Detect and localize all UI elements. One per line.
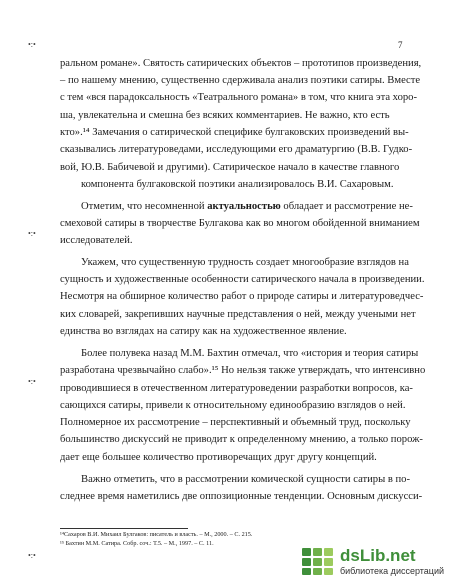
logo-tile [302,548,311,556]
text-line-actuality: Отметим, что несомненной актуальностью обладает и рассмотрение не- [81,201,413,212]
text-line: вой, Ю.В. Бабичевой и другими). Сатирическое начало в качестве главного [60,162,400,173]
text-line: ша, увлекательна и смешна без всяких комментариев. Не важно, кто есть [60,110,390,121]
text-line: сающихся сатиры, привели к относительному единообразию взглядов о ней. [60,400,406,411]
text-line: компонента булгаковской поэтики анализировалось В.И. Сахаровым. [81,179,394,190]
logo-tile [313,558,322,566]
watermark-name: dsLib.net [340,546,416,565]
logo-tile [313,568,322,575]
text-line: сказывались литературоведами, исследующими его драматургию (В.В. Гудко- [60,144,413,155]
text-line: ральном романе». Святость сатирических объектов – прототипов произведения, [60,58,422,69]
logo-tile [302,558,311,566]
text-line: следнее время наметились две оппозиционные тенденции. Основным дискусси- [60,491,423,502]
dslib-logo-icon [300,546,334,576]
text-line: Более полувека назад М.М. Бахтин отмечал, что «история и теория сатиры [81,348,419,359]
text-line: исследователей. [60,235,133,246]
footnote: ¹⁴Сахаров В.И. Михаил Булгаков: писатель и власть. – М., 2000. – С. 215. [60,531,253,538]
text-line: большинство дискуссий не приводит к определенному мнению, а только порож- [60,434,423,445]
text-line: Несмотря на обширное количество работ о природе сатиры и литературоведчес- [60,291,424,302]
footnote-divider [60,528,188,529]
logo-tile [324,568,333,575]
logo-tile [324,548,333,556]
text-line: смеховой сатиры в творчестве Булгакова как во многом обойденной вниманием [60,218,420,229]
text-line: кто».¹⁴ Замечания о сатирической специфике булгаковских произведений вы- [60,127,409,138]
watermark-tagline: библиотека диссертаций [340,566,445,576]
text-line: – по нашему мнению, существенно сдерживала анализ поэтики сатиры. Вместе [60,75,421,86]
text-line: Важно отметить, что в рассмотрении комической сущности сатиры в по- [81,474,411,485]
text-line: разработана чрезвычайно слабо».¹⁵ Но нельзя также утверждать, что интенсивно [60,365,426,376]
margin-mark: •:• [28,40,36,49]
dslib-watermark [300,545,445,577]
margin-mark: •:• [28,229,36,238]
logo-tile [302,568,311,575]
text-line: ких словарей, закрепивших научные представления о ней, между учеными нет [60,309,416,320]
logo-tile [324,558,333,566]
text-line: единства во взглядах на сатиру как на художественное явление. [60,326,347,337]
text-line: проводившиеся в отечественном литературоведении разработки вопросов, ка- [60,383,413,394]
margin-mark: •:• [28,377,36,386]
text-line: Полномерное их рассмотрение – перспективный и объемный труд, поскольку [60,417,411,428]
text-line: сущность и художественные особенности сатирического начала в произведении. [60,274,425,285]
margin-mark: •:• [28,551,36,560]
text-line: Укажем, что существенную трудность создает многообразие взглядов на [81,257,409,268]
text-line: дает еще большее количество противоречащих друг другу концепций. [60,452,377,463]
text-line: с тем «вся парадоксальность «Театрального романа» в том, что книга эта хоро- [60,92,417,103]
page-number: 7 [398,40,403,50]
footnote: ¹⁵ Бахтин М.М. Сатира. Собр. соч.: Т.5. – М., 1997. – С. 11. [60,540,214,547]
logo-tile [313,548,322,556]
